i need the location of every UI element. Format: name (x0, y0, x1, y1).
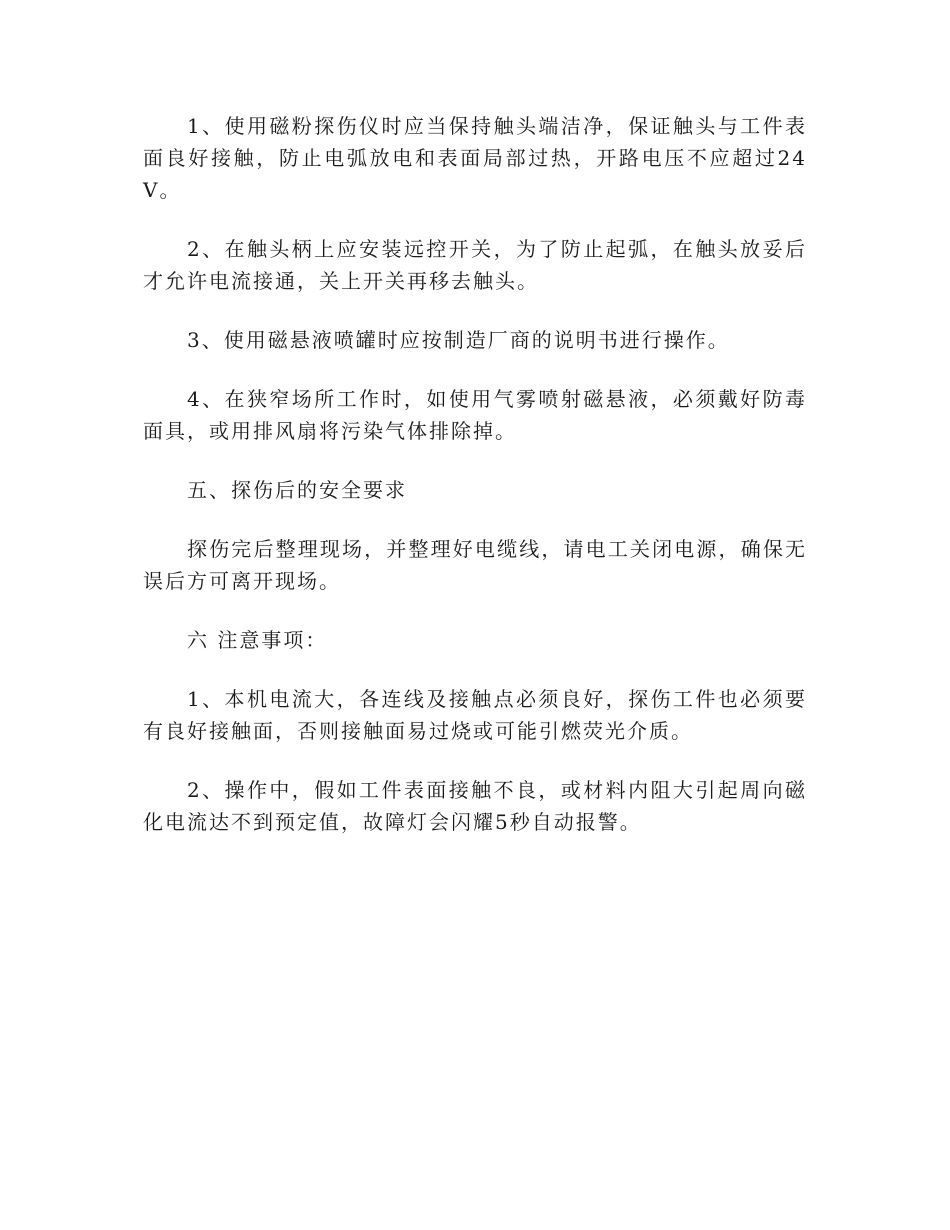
paragraph-current-contact: 1、本机电流大，各连线及接触点必须良好，探伤工件也必须要有良好接触面，否则接触面易过烧或可能引燃荧光介质。 (143, 687, 807, 743)
paragraph-probe-contact: 1、使用磁粉探伤仪时应当保持触头端洁净，保证触头与工件表面良好接触，防止电弧放电和表面局部过热，开路电压不应超过24V。 (143, 114, 807, 202)
paragraph-fault-alarm: 2、操作中，假如工件表面接触不良，或材料内阻大引起周向磁化电流达不到预定值，故障灯会闪耀5秒自动报警。 (143, 778, 807, 834)
section-heading-notes: 六 注意事项： (187, 628, 328, 652)
paragraph-cleanup: 探伤完后整理现场，并整理好电缆线，请电工关闭电源，确保无误后方可离开现场。 (143, 537, 807, 593)
paragraph-narrow-space: 4、在狭窄场所工作时，如使用气雾喷射磁悬液，必须戴好防毒面具，或用排风扇将污染气体排除掉。 (143, 387, 807, 443)
paragraph-remote-switch: 2、在触头柄上应安装远控开关，为了防止起弧，在触头放妥后才允许电流接通，关上开关再移去触头。 (143, 237, 807, 293)
section-heading-post-inspection: 五、探伤后的安全要求 (187, 478, 407, 502)
paragraph-spray-can: 3、使用磁悬液喷罐时应按制造厂商的说明书进行操作。 (187, 328, 730, 352)
